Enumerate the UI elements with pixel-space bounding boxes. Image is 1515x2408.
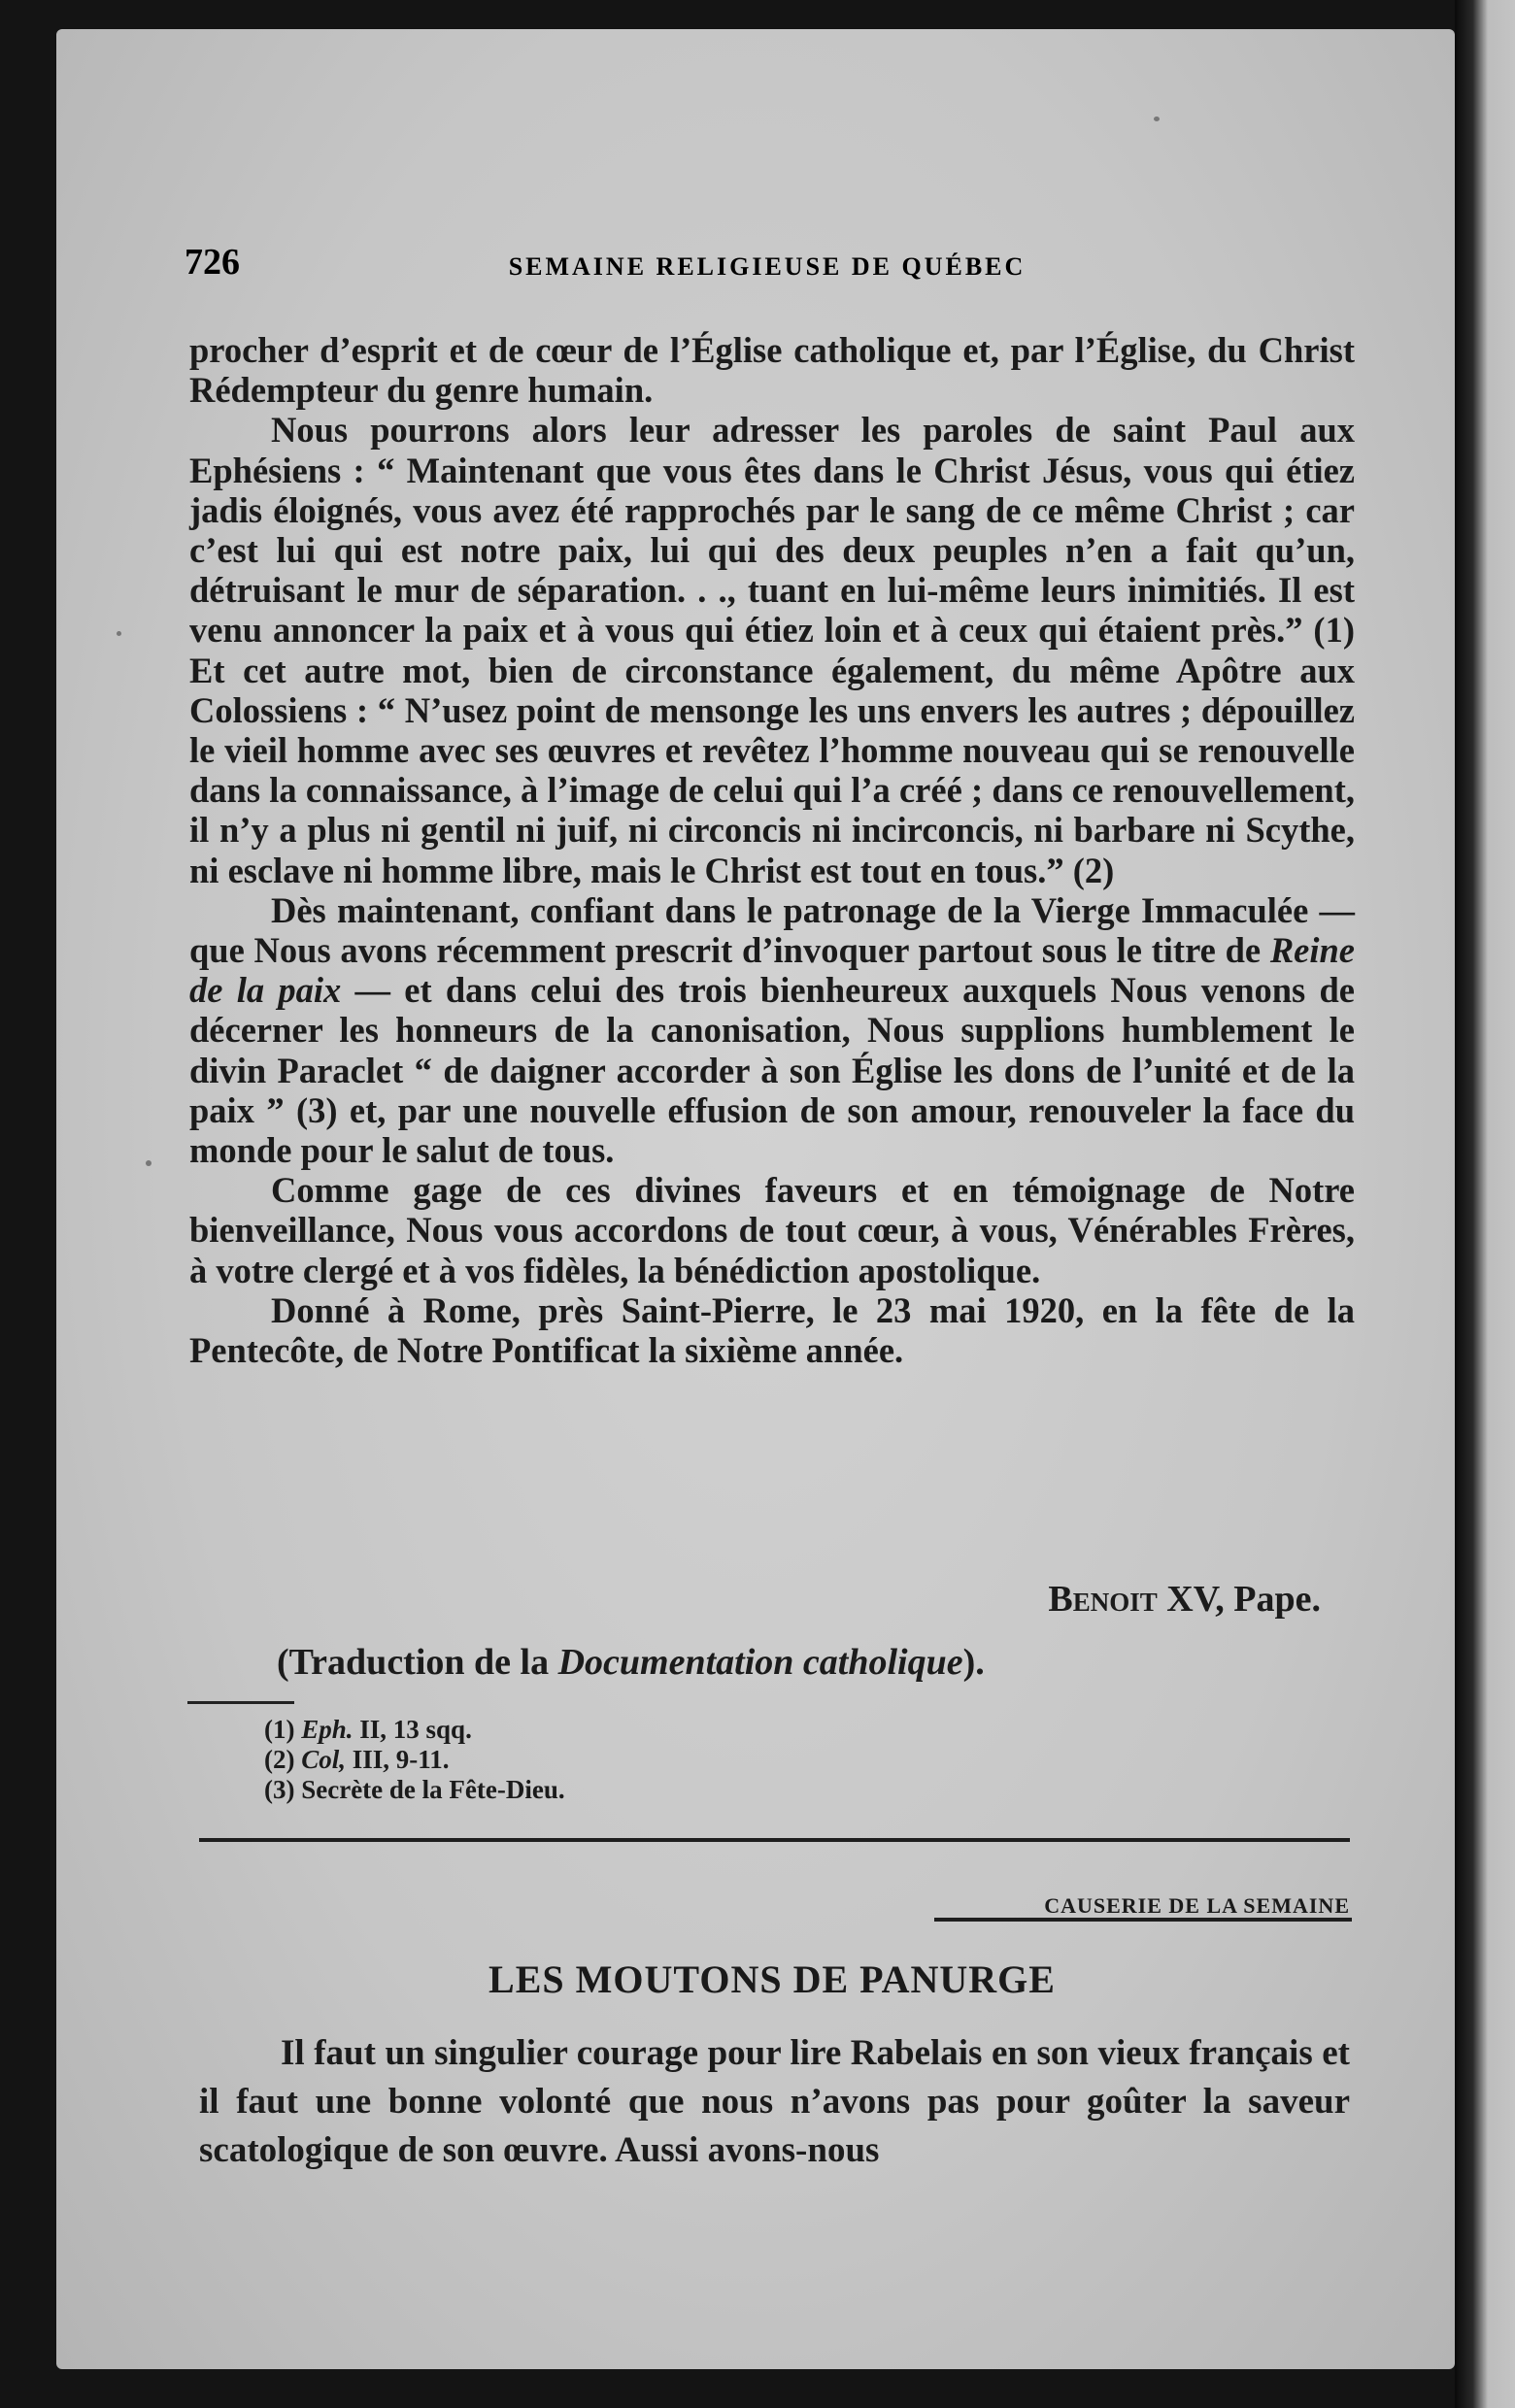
rubric-underline <box>934 1918 1352 1922</box>
section-title: LES MOUTONS DE PANURGE <box>488 1957 1056 2001</box>
page-number: 726 <box>185 242 240 283</box>
paragraph-text: — et dans celui des trois bienheureux auxquels Nous venons de décerner les honneurs de la canonisation, Nous supplions humblement le divin Paraclet “ de daigner accorder à son Église les dons de l’unité et de la paix ” (3) et, par une nouvelle effusion de son amour, renouveler la face du monde pour le salut de tous. <box>189 970 1356 1171</box>
translation-source: Documentation catholique <box>557 1642 963 1683</box>
footnote <box>264 1775 1138 1805</box>
footnote-number: (1) <box>264 1715 302 1744</box>
paragraph: Nous pourrons alors leur adresser les paroles de saint Paul aux Ephésiens : “ Maintenant que vous êtes dans le Christ Jésus, vous qui étiez jadis éloignés, vous avez été rapprochés par le sang de ce même Christ ; car c’est lui qui est notre paix, lui qui des deux peuples n’en a fait qu’un, détruisant le mur de séparation. . ., tuant en lui-même leurs inimitiés. Il est venu annoncer la paix et à vous qui étiez loin et à ceux qui étaient près.” (1) Et cet autre mot, bien de circonstance également, du même Apôtre aux Colossiens : “ N’usez point de mensonge les uns envers les autres ; dépouillez le vieil homme avec ses œuvres et revêtez l’homme nouveau qui se renouvelle dans la connaissance, à l’image de celui qui l’a créé ; dans ce renouvellement, il n’y a plus ni gentil ni juif, ni circoncis ni incirconcis, ni barbare ni Scythe, ni esclave ni homme libre, mais le Christ est tout en tous.” (2) <box>189 410 1355 890</box>
footnote <box>264 1715 1138 1745</box>
signature <box>189 1578 1321 1621</box>
footnote-abbrev: Col, <box>301 1745 346 1774</box>
running-head <box>185 241 1350 289</box>
rubric-label: CAUSERIE DE LA SEMAINE <box>1044 1893 1350 1918</box>
footnote-number: (2) <box>264 1745 302 1774</box>
footnote-text: II, 13 sqq. <box>353 1715 472 1744</box>
footnote-number: (3) <box>264 1775 302 1804</box>
footnote-abbrev: Eph. <box>301 1715 354 1744</box>
letter-body <box>189 330 1355 1370</box>
italic-title: Reine de la paix <box>189 930 1355 1011</box>
footnote-rule <box>187 1701 294 1704</box>
section-opening-paragraph: Il faut un singulier courage pour lire Rabelais en son vieux français et il faut une bonne volonté que nous n’avons pas pour goûter la saveur scatologique de son œuvre. Aussi avons-nous <box>199 2033 1350 2170</box>
dust-speck <box>1154 117 1160 121</box>
translation-note-text: (Traduction de la <box>277 1642 558 1683</box>
dust-speck <box>117 631 121 636</box>
dust-speck <box>146 1160 152 1166</box>
paragraph: procher d’esprit et de cœur de l’Église catholique et, par l’Église, du Christ Rédempteur du genre humain. <box>189 330 1355 411</box>
translation-note <box>277 1641 1345 1684</box>
paragraph-text: Dès maintenant, confiant dans le patronage de la Vierge Immaculée — que Nous avons récemment prescrit d’invoquer partout sous le titre de <box>189 889 1355 971</box>
footnote-text: III, 9-11. <box>346 1745 450 1774</box>
paragraph: Comme gage de ces divines faveurs et en témoignage de Notre bienveillance, Nous vous accordons de tout cœur, à vous, Vénérables Frères, à votre clergé et à vos fidèles, la bénédiction apostolique. <box>189 1170 1355 1290</box>
footnote <box>264 1745 1138 1775</box>
translation-note-end: ). <box>962 1642 985 1683</box>
section-divider <box>199 1838 1350 1842</box>
page-gutter <box>1455 0 1515 2408</box>
footnote-text: Secrète de la Fête-Dieu. <box>301 1775 565 1804</box>
paragraph <box>189 890 1355 1170</box>
signature-name: Benoit <box>1048 1579 1158 1620</box>
paragraph: Donné à Rome, près Saint-Pierre, le 23 mai 1920, en la fête de la Pentecôte, de Notre Pontificat la sixième année. <box>189 1289 1355 1371</box>
running-title: SEMAINE RELIGIEUSE DE QUÉBEC <box>508 252 1027 281</box>
footnotes <box>264 1715 1138 1805</box>
signature-suffix: XV, Pape. <box>1157 1579 1321 1620</box>
